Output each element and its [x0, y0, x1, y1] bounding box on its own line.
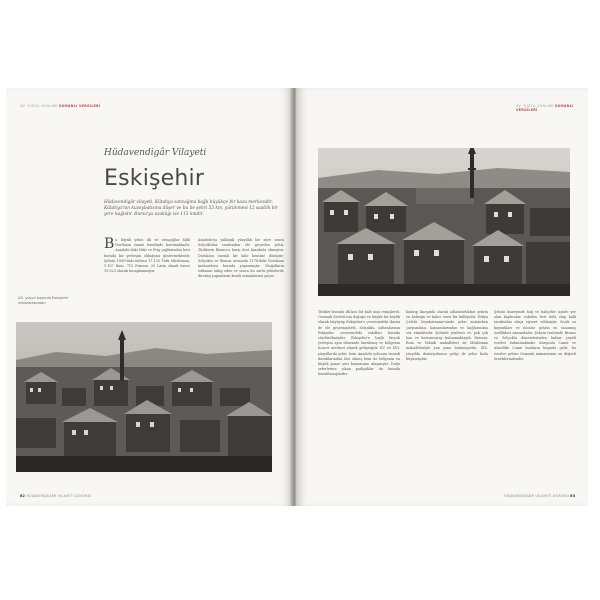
mosque-illustration	[318, 148, 570, 296]
intro-paragraph: Hüdavendigâr vilayeti, Kütahya sancağına bağlı büyükçe bir kaza merkezidir. Kütahya'nın kuzeybatısına düşer ve bu ile şehri 55 km, yürünmesi 12 saatlik bir yere bağlıdır. Bursa'ya uzaklığı ise 115 kmdir.	[104, 200, 278, 217]
mosque-cityscape-photo	[318, 148, 570, 296]
left-page	[6, 88, 292, 506]
panorama-illustration	[16, 322, 272, 472]
right-running-head	[516, 104, 588, 112]
page-title: Eskişehir	[104, 166, 205, 191]
book-spread	[0, 88, 600, 508]
right-folio-label: HÜDAVENDİGÂR VİLAYETİ DOSYASI	[504, 494, 569, 498]
eskisehir-panorama-photo	[16, 322, 272, 472]
running-head-prefix: XV. YÜZYIL SONLARI	[516, 104, 554, 108]
left-column-2: Anadolu'ya yaklaşık yüzyıllık bir süre sonra Selçuklular tarafından ele geçirilen şehir, Türklerin Bizans'a karşı ileri karakolu olmuştur. Dorilaion önemli bir kale kentine dönüşür; Selçuklu ve Bizans arasında 1176'daki Dorilaion muharebesi burada yaşanmıştır. Moğolların istilasını takip eden ve sonra bu surlu şehirlerde direnişi yapanların kendi zamanlarına geçer.	[198, 238, 284, 279]
running-head-accent: OSMANLI VERGİLERİ	[516, 104, 574, 112]
right-page-number: 63	[570, 494, 576, 498]
right-column-1: Türkler burada ilk kez bir kale inşa etmişlerdi. Osmanlı Devleti'nin doğuşu ve büyük bir beylik olarak büyüyüp Eskişehir'e çevresindeki ikisini de ele geçirmişlerdi. Selçuklu, sultanlarının Eskişehir çevresindeki vakıfları burada sürdürülmüştür. Eskişehir'e bağlı birçok yerleşim aynı dönemde kurulmuş ve bölgenin ticaret merkezi olarak gelişmiştir. XV. ve XVI. yüzyıllarda şehir, hem Anadolu yolunun önemli duraklarından biri olmuş hem de bölgenin en büyük pazar yeri konumuna ulaşmıştır. Doğu seferlerine çıkan padişahlar da burada konaklamışlardır.	[318, 310, 400, 377]
running-head-prefix: XV. YÜZYIL SONLARI	[20, 104, 58, 108]
right-page	[296, 88, 588, 506]
left-column-1	[104, 238, 190, 274]
left-column-1-text: u büyük şehir, ilk ve ortaçağlar hâlâ Dorilaion ismini kendinde korumaktadır. Anadolu'daki Hitit ve Frig çağlarından beri burada bir yerleşim olduğunu göstermektedir. Şehrin 1890'daki nüfusu 17.135 Türk Müslüman, 1.107 Rum, 715 Ermeni, 30 Latin olmak üzere 19.023 olarak hesaplanmıştır.	[104, 238, 190, 274]
drop-cap: B	[104, 236, 115, 252]
section-subtitle: Hüdavendigâr Vilayeti	[104, 148, 207, 158]
left-folio	[20, 494, 91, 498]
right-column-2: kalarıp Kurşunlu olarak adlandırdıkları şehrin en belirgin ve kalıcı eseri bir külliyedir. Evliya Çelebi Seyahatname'sinde şehri anlatırken çarşısından, hamamlarından ve bağlarından söz etmektedir. Şehirde yüzlerce ev, pek çok han ve kervansaray bulunmaktaydı. Ermeni, Rum ve Yahudi mahalleleri de Müslüman mahalleleriyle yan yana bulunuyordu. XIX. yüzyılda demiryolunun gelişi ile şehir hızla büyümüştür.	[406, 310, 488, 361]
right-folio	[504, 494, 575, 498]
right-column-3: Şehrin kuzeyinde bağ ve bahçeler içinde yer alan kaplıcalar, eskiden beri ünlü olup halk tarafından sıkça ziyaret edilmiştir. Sıcak su kaynakları ve ılıcalar şehrin en tanınmış özellikleri arasındadır. Şehrin tarihinde Bizans ve Selçuklu dönemlerinden kalma çeşitli eserler bulunmaktadır. Kurşunlu Camii ve Alaeddin Camii bunların başında gelir; bu eserler şehrin Osmanlı mimarisinin en değerli örneklerindendir.	[494, 310, 576, 361]
running-head-accent: OSMANLI VERGİLERİ	[58, 104, 101, 108]
left-page-number: 62	[20, 494, 26, 498]
left-folio-label: HÜDAVENDİGÂR VİLAYETİ DOSYASI	[26, 494, 92, 498]
photo-caption: XX. yüzyıl başında Eskişehir manzarasından	[18, 296, 69, 305]
left-running-head	[20, 104, 100, 108]
